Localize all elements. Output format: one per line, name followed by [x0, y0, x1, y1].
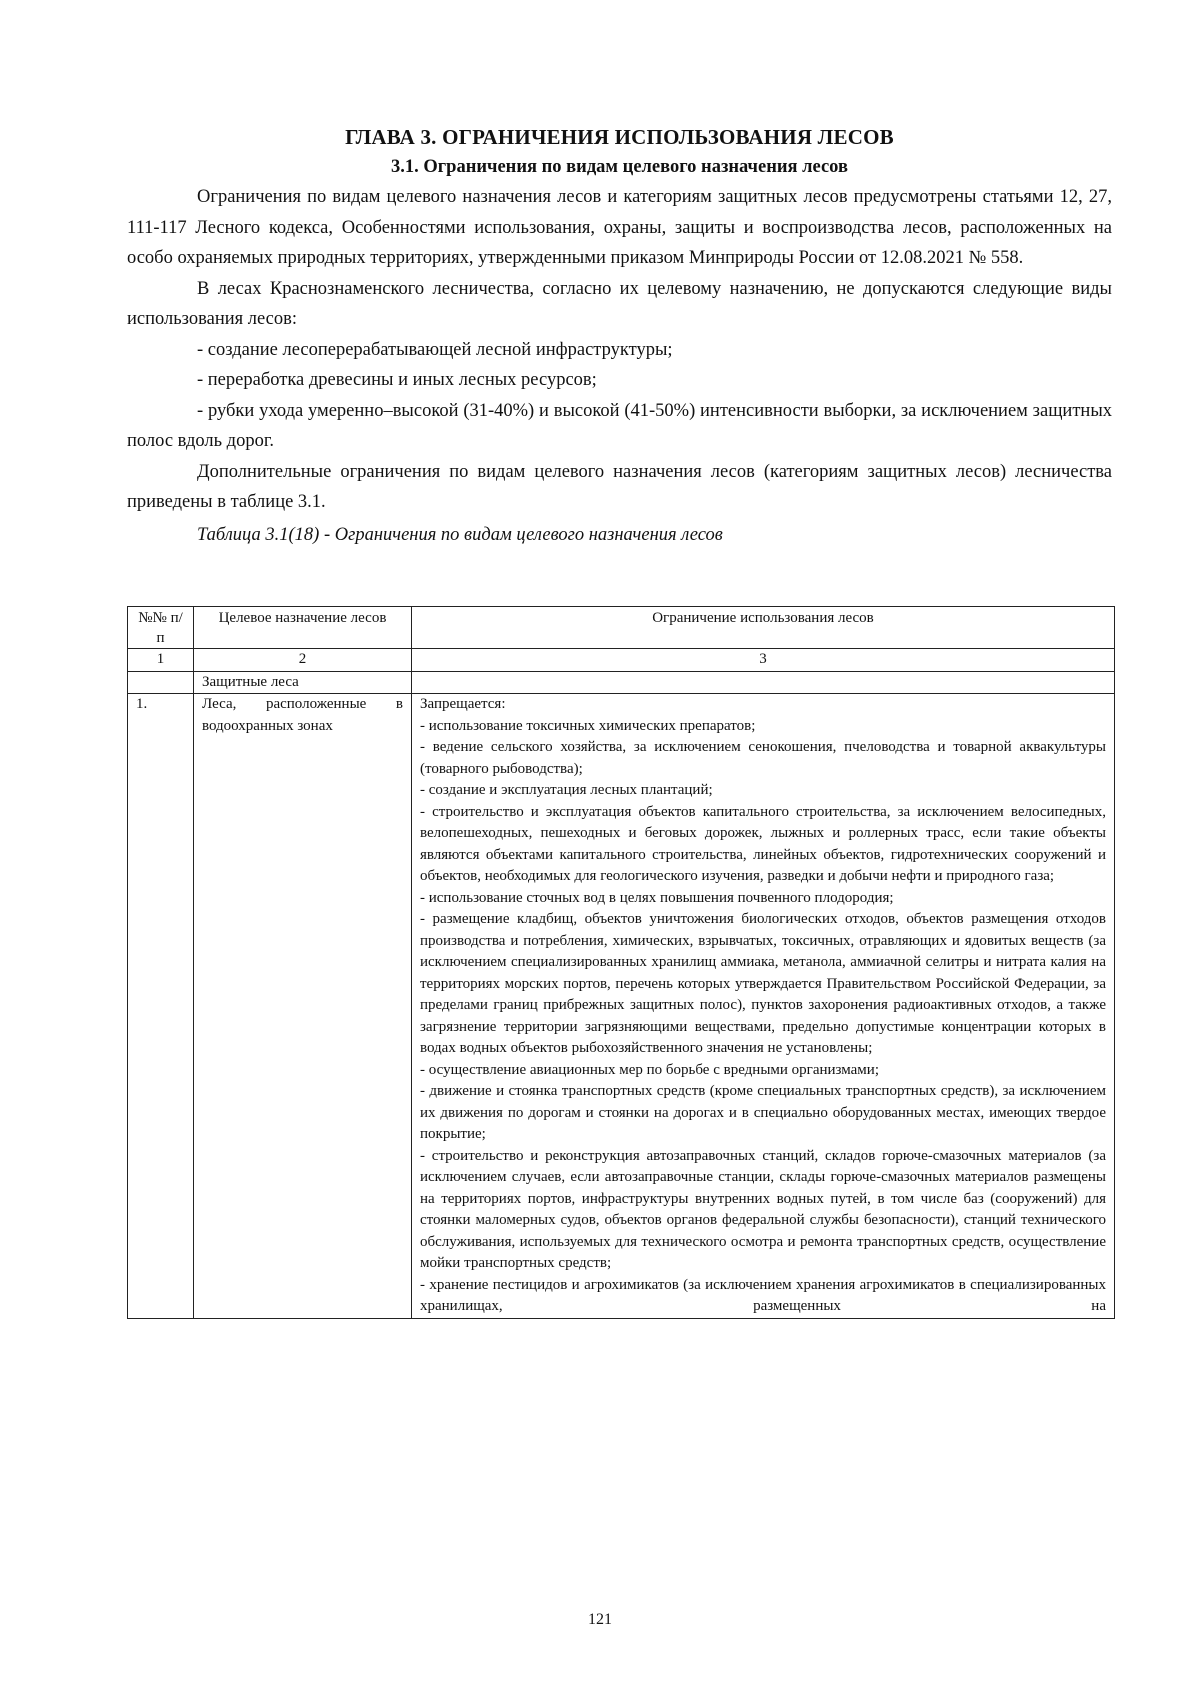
- row-number: 1.: [128, 694, 194, 1319]
- paragraph-legal-basis: Ограничения по видам целевого назначения лесов и категориям защитных лесов предусмотрены статьями 12, 27, 111-117 Лесного кодекса, Особенностями использования, охраны, защиты и воспроизводства лесов, расположенных на особо охраняемых природных территориях, утвержденными приказом Минприроды России от 12.08.2021 № 558.: [127, 187, 1112, 268]
- table-header-row: [128, 607, 1115, 649]
- list-item: - рубки ухода умеренно–высокой (31-40%) и высокой (41-50%) интенсивности выборки, за исключением защитных полос вдоль дорог.: [127, 400, 1112, 451]
- page-number: 121: [588, 1611, 612, 1628]
- table-caption: Таблица 3.1(18) - Ограничения по видам целевого назначения лесов: [197, 524, 723, 545]
- row-restrictions: [412, 694, 1115, 1319]
- group-number-cell: [128, 671, 194, 694]
- restriction-item: - строительство и эксплуатация объектов капитального строительства, за исключением велосипедных, велопешеходных, пешеходных и беговых дорожек, лыжных и роллерных трасс, если такие объекты являются объектами капитального строительства, линейных объектов, гидротехнических сооружений и объектов, необходимых для геологического изучения, разведки и добычи нефти и природного газа;: [420, 803, 1106, 884]
- prohibited-uses-list: [127, 335, 1112, 457]
- header-purpose: Целевое назначение лесов: [194, 607, 412, 649]
- column-number-2: 2: [194, 649, 412, 672]
- paragraph-prohibited-uses: В лесах Краснознаменского лесничества, согласно их целевому назначению, не допускаются следующие виды использования лесов:: [127, 278, 1112, 329]
- restriction-item: - использование токсичных химических препаратов;: [420, 717, 756, 734]
- list-item: - создание лесоперерабатывающей лесной инфраструктуры;: [197, 339, 673, 360]
- column-number-1: 1: [128, 649, 194, 672]
- group-restriction-cell: [412, 671, 1115, 694]
- restriction-item: - размещение кладбищ, объектов уничтожения биологических отходов, объектов размещения отходов производства и потребления, химических, взрывчатых, токсичных, отравляющих и ядовитых веществ (за исключением специализированных хранилищ аммиака, метанола, аммиачной селитры и нитрата калия на территориях морских портов, перечень которых утверждается Правительством Российской Федерации, за пределами границ прибрежных защитных полос), пунктов захоронения радиоактивных отходов, а также загрязнение территории загрязняющими веществами, предельно допустимые концентрации которых в водах водных объектов рыбохозяйственного значения не установлены;: [420, 911, 1106, 1056]
- restriction-item: - создание и эксплуатация лесных плантаций;: [420, 782, 713, 798]
- header-restriction: Ограничение использования лесов: [412, 607, 1115, 649]
- restriction-item: - осуществление авиационных мер по борьбе с вредными организмами;: [420, 1061, 879, 1078]
- table-row: [128, 694, 1115, 1319]
- text-block: [127, 122, 1112, 550]
- chapter-title: ГЛАВА 3. ОГРАНИЧЕНИЯ ИСПОЛЬЗОВАНИЯ ЛЕСОВ: [345, 125, 894, 149]
- table-group-row: [128, 671, 1115, 694]
- restrictions-table: [127, 606, 1115, 1319]
- restriction-item: - движение и стоянка транспортных средств (кроме специальных транспортных средств), за исключением их движения по дорогам и стоянки на дорогах и в специально оборудованных местах, имеющих твердое покрытие;: [420, 1083, 1106, 1142]
- row-purpose: Леса, расположенные в водоохранных зонах: [194, 694, 412, 1319]
- restriction-item: Запрещается:: [420, 696, 506, 712]
- list-item: - переработка древесины и иных лесных ресурсов;: [197, 370, 597, 390]
- restriction-item: - хранение пестицидов и агрохимикатов (за исключением хранения агрохимикатов в специализированных хранилищах, размещенных на: [420, 1276, 1106, 1314]
- section-title: 3.1. Ограничения по видам целевого назначения лесов: [391, 157, 848, 177]
- restriction-item: - использование сточных вод в целях повышения почвенного плодородия;: [420, 889, 894, 906]
- header-number: №№ п/п: [128, 607, 194, 649]
- paragraph-additional-restrictions: Дополнительные ограничения по видам целевого назначения лесов (категориям защитных лесов) лесничества приведены в таблице 3.1.: [127, 461, 1112, 512]
- restriction-item: - строительство и реконструкция автозаправочных станций, складов горюче-смазочных материалов (за исключением случаев, если автозаправочные станции, склады горюче-смазочных материалов размещены на территориях портов, инфраструктуры внутренних водных путей, в том числе баз (сооружений) для стоянки маломерных судов, объектов органов федеральной службы безопасности), станций технического обслуживания, используемых для технического осмотра и ремонта транспортных средств, осуществление мойки транспортных средств;: [420, 1147, 1106, 1271]
- group-label: Защитные леса: [194, 671, 412, 694]
- column-number-3: 3: [412, 649, 1115, 672]
- table-column-numbers-row: [128, 649, 1115, 672]
- restriction-item: - ведение сельского хозяйства, за исключением сенокошения, пчеловодства и товарной аквакультуры (товарного рыбоводства);: [420, 739, 1106, 777]
